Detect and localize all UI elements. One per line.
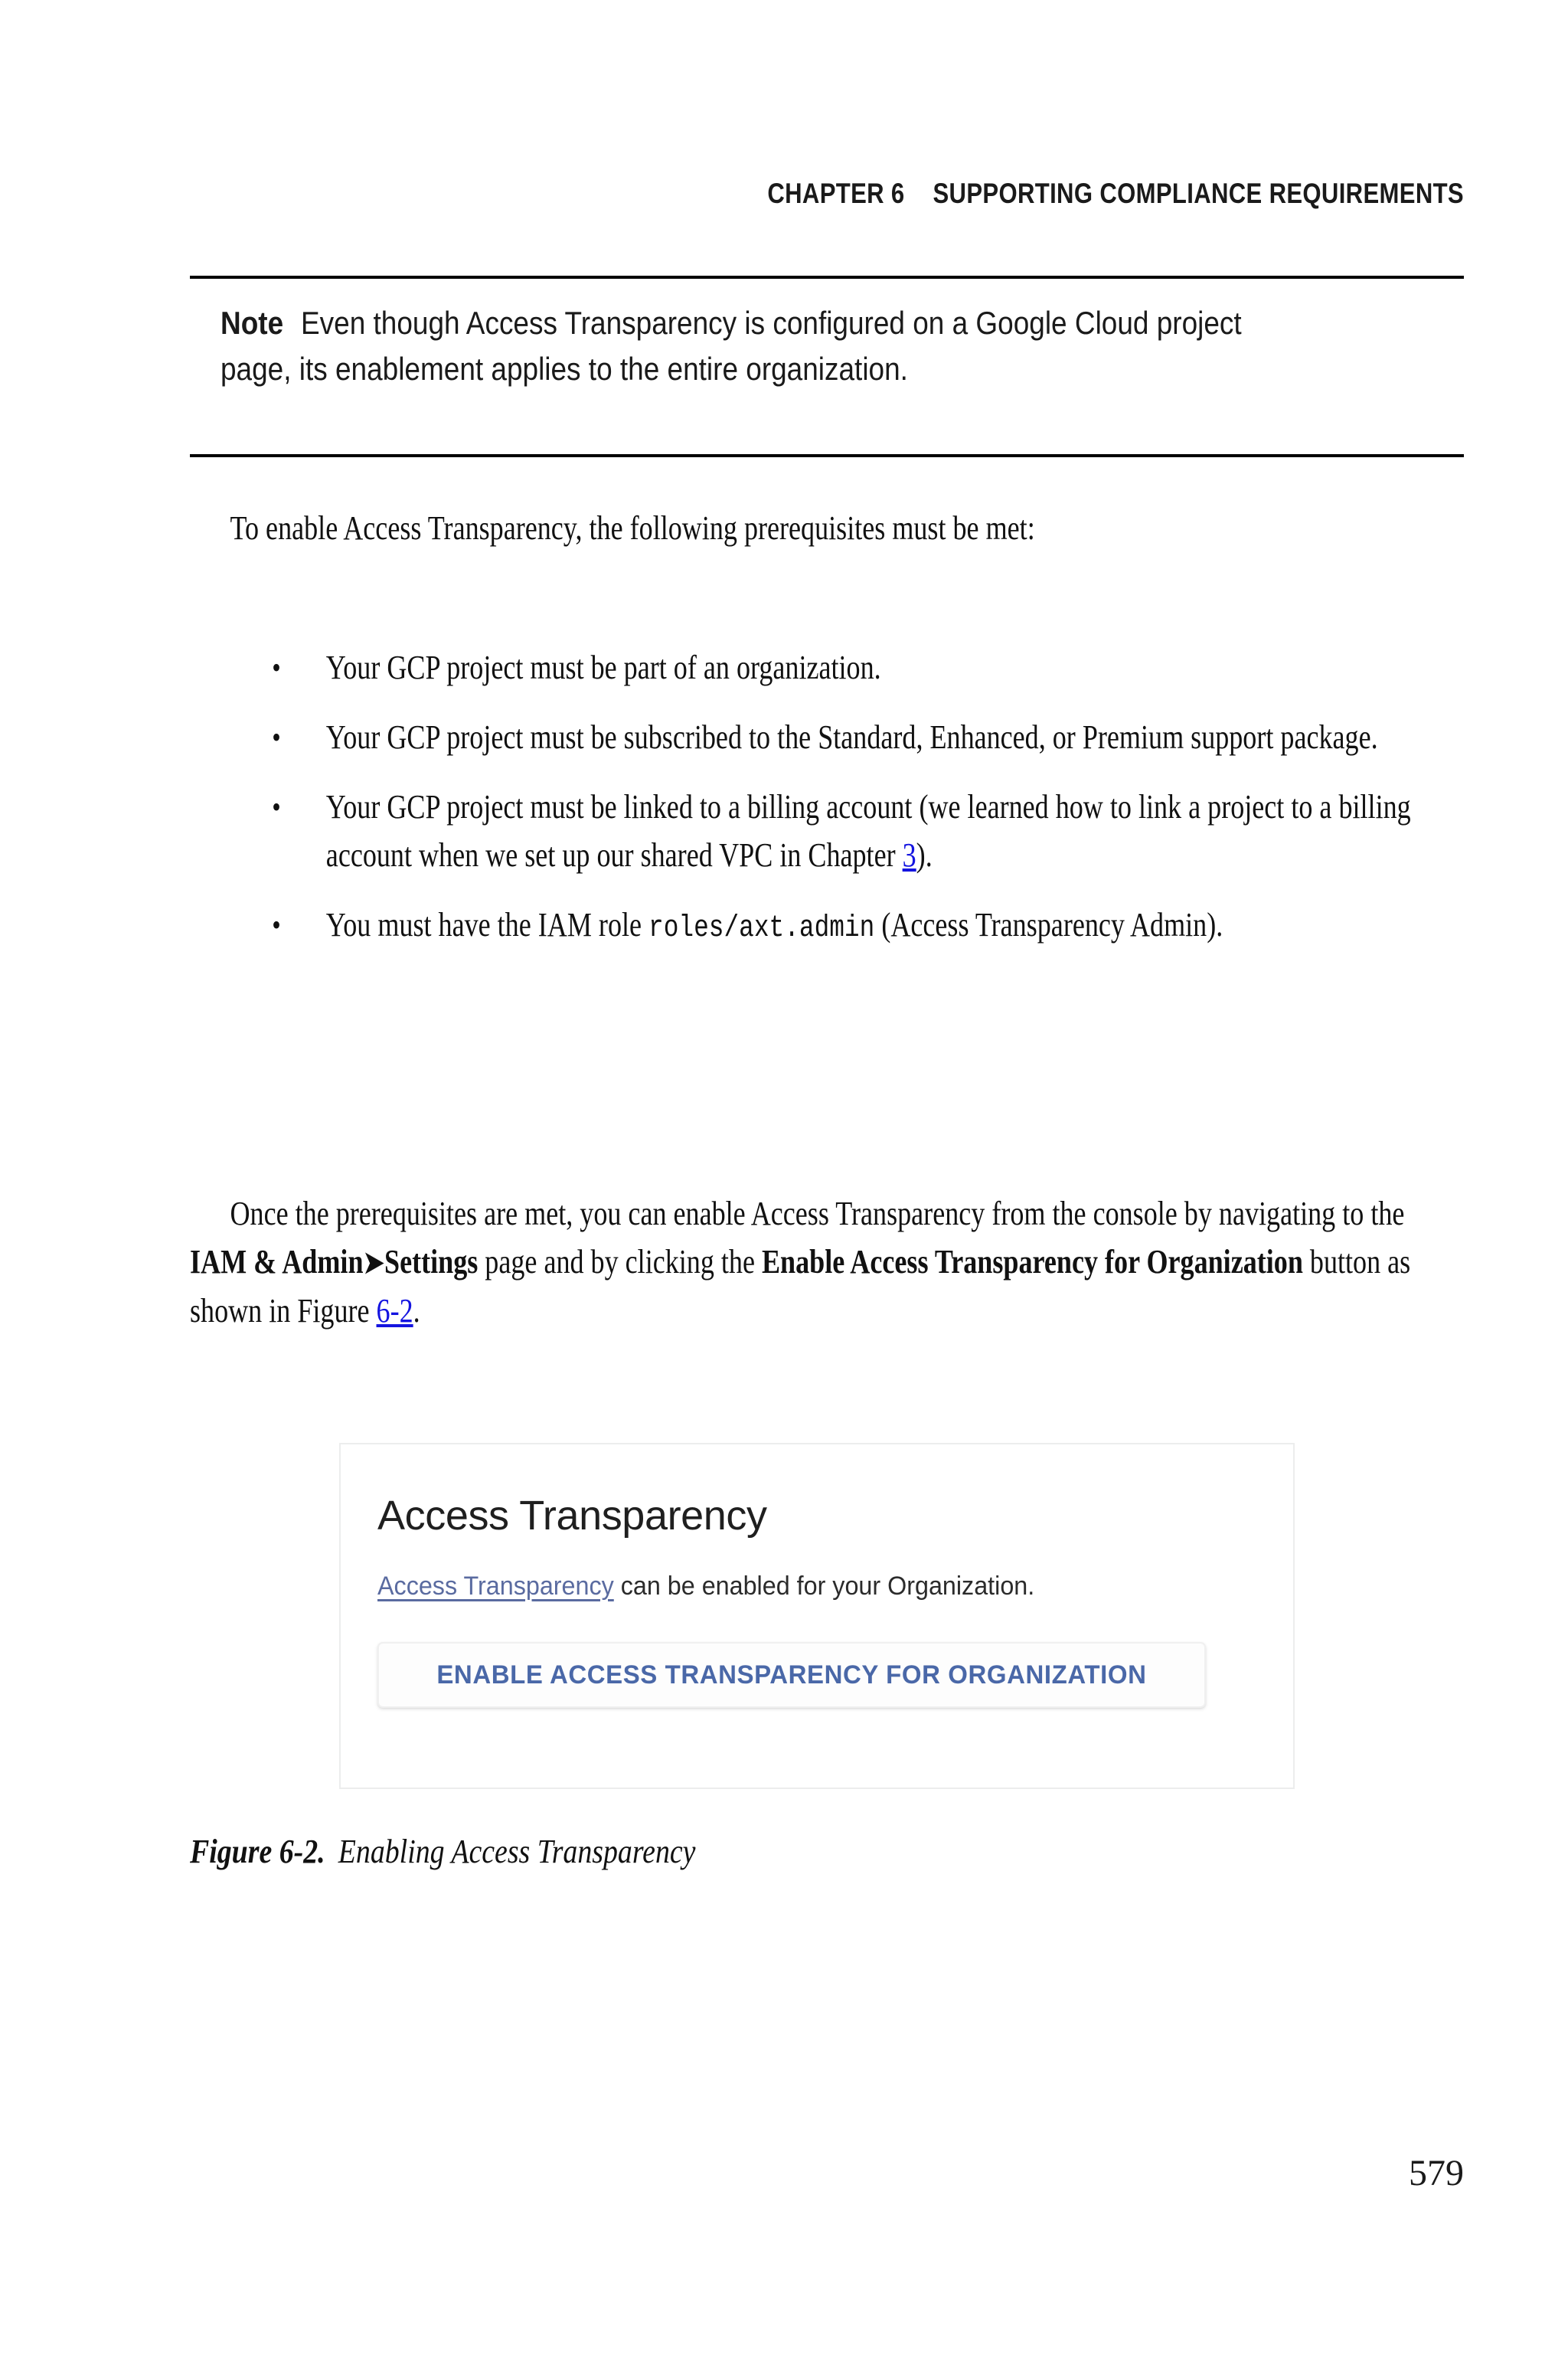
- list-item: [270, 901, 1462, 953]
- nav-path-settings: Settings: [384, 1243, 479, 1281]
- paragraph-text-3: button as shown in Figure: [190, 1243, 1411, 1330]
- bullet-marker: •: [272, 720, 281, 754]
- access-transparency-description: [377, 1572, 1034, 1601]
- chapter-3-cross-reference-link[interactable]: 3: [902, 836, 916, 874]
- figure-caption: [190, 1832, 695, 1871]
- access-transparency-heading: Access Transparency: [377, 1493, 767, 1539]
- list-item-text-pre: Your GCP project must be linked to a billing account (we learned how to link a project to a billing account when we set up our shared VPC in Chapter: [325, 788, 1411, 874]
- note-text: Even though Access Transparency is configured on a Google Cloud project page, its enablement applies to the entire organization.: [220, 305, 1242, 387]
- note-rule-bottom: [190, 454, 1464, 457]
- note-label: Note: [220, 305, 284, 341]
- list-item: [270, 783, 1462, 879]
- note-rule-top: [190, 276, 1464, 279]
- paragraph-enable-instructions: [190, 1189, 1452, 1335]
- running-head: [394, 178, 1464, 210]
- paragraph-text-4: .: [413, 1292, 420, 1330]
- access-transparency-description-rest: can be enabled for your Organization.: [613, 1572, 1035, 1601]
- paragraph-text-1: Once the prerequisites are met, you can enable Access Transparency from the console by navigating to the: [230, 1195, 1405, 1232]
- bullet-marker: •: [272, 908, 281, 942]
- running-head-title: SUPPORTING COMPLIANCE REQUIREMENTS: [933, 178, 1464, 209]
- prerequisites-list: [270, 643, 1568, 974]
- iam-role-code: roles/axt.admin: [648, 911, 875, 946]
- figure-6-2-cross-reference-link[interactable]: 6-2: [376, 1292, 413, 1330]
- list-item-text: Your GCP project must be subscribed to the Standard, Enhanced, or Premium support package.: [325, 718, 1378, 756]
- list-item-text-post: (Access Transparency Admin).: [874, 906, 1223, 944]
- enable-button-name: Enable Access Transparency for Organization: [761, 1243, 1303, 1281]
- bullet-marker: •: [272, 650, 281, 685]
- enable-access-transparency-for-organization-button[interactable]: [377, 1642, 1206, 1708]
- paragraph-text-2: page and by clicking the: [478, 1243, 762, 1281]
- enable-button-label: ENABLE ACCESS TRANSPARENCY FOR ORGANIZATION: [436, 1660, 1147, 1689]
- nav-path-iam-admin: IAM & Admin: [190, 1243, 364, 1281]
- figure-screenshot-frame: [339, 1443, 1295, 1789]
- paragraph-prerequisites-intro: To enable Access Transparency, the following prerequisites must be met:: [230, 509, 1035, 547]
- page-number: 579: [1409, 2153, 1464, 2193]
- chevron-right-icon: ➤: [363, 1245, 385, 1280]
- list-item: [270, 713, 1462, 761]
- list-item-text: Your GCP project must be part of an organization.: [325, 649, 881, 686]
- list-item-text-post: ).: [916, 836, 933, 874]
- access-transparency-doc-link[interactable]: Access Transparency: [377, 1572, 614, 1601]
- bullet-marker: •: [272, 790, 281, 824]
- figure-caption-number: Figure 6-2.: [190, 1833, 325, 1870]
- figure-caption-title: Enabling Access Transparency: [338, 1833, 696, 1870]
- list-item: [270, 643, 1462, 692]
- list-item-text-pre: You must have the IAM role: [325, 906, 649, 944]
- note-block: [220, 300, 1298, 392]
- running-head-chapter: CHAPTER 6: [767, 178, 905, 209]
